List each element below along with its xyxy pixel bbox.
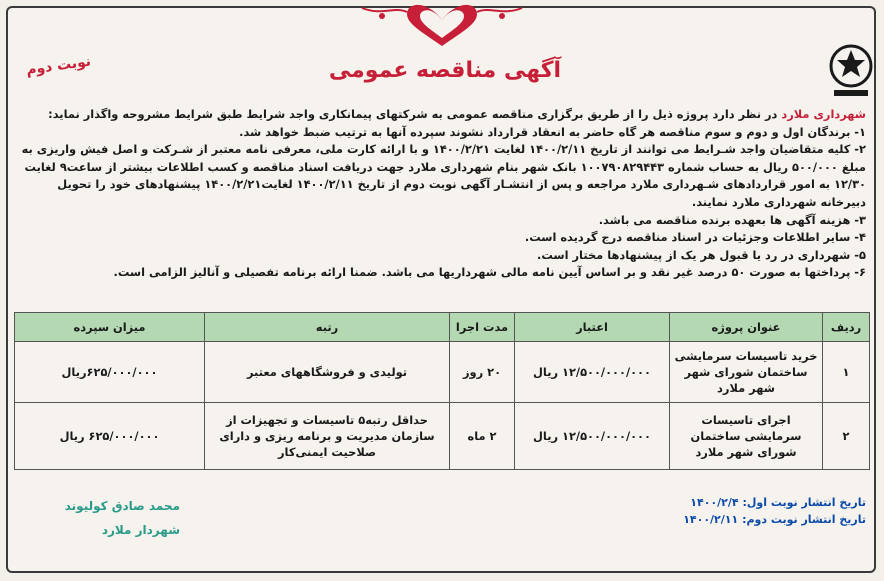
cell-budget: ۱۲/۵۰۰/۰۰۰/۰۰۰ ریال <box>515 342 670 403</box>
notice-frame <box>6 6 876 573</box>
publication-turn-label: نوبت دوم <box>25 53 92 79</box>
cell-deposit: ۶۲۵/۰۰۰/۰۰۰ ریال <box>15 403 205 470</box>
municipality-logo-icon <box>826 42 876 102</box>
clause-3: ۳- هزینه آگهی ها بعهده برنده مناقصه می باشد. <box>598 212 866 227</box>
table-header-row <box>15 313 870 342</box>
cell-deposit: ۶۲۵/۰۰۰/۰۰۰ریال <box>15 342 205 403</box>
column-header-budget: اعتبار <box>515 313 670 342</box>
cell-budget: ۱۲/۵۰۰/۰۰۰/۰۰۰ ریال <box>515 403 670 470</box>
clause-1: ۱- برندگان اول و دوم و سوم مناقصه هر گاه حاضر به انعقاد قرارداد نشوند سپرده آنها به ترتیب ضبط خواهد شد. <box>239 124 866 139</box>
cell-grade: تولیدی و فروشگاههای معتبر <box>205 342 450 403</box>
column-header-duration: مدت اجرا <box>450 313 515 342</box>
page-title: آگهی مناقصه عمومی <box>328 58 562 83</box>
heart-ornament-icon <box>352 2 532 50</box>
column-header-row-number: ردیف <box>823 313 870 342</box>
second-publication-date: تاریخ انتشار نوبت دوم: ۱۴۰۰/۲/۱۱ <box>683 513 866 526</box>
cell-duration: ۲۰ روز <box>450 342 515 403</box>
column-header-grade: رتبه <box>205 313 450 342</box>
cell-duration: ۲ ماه <box>450 403 515 470</box>
clause-5: ۵- شهرداری در رد یا قبول هر یک از پیشنهادها مختار است. <box>537 247 866 262</box>
publication-dates <box>683 494 866 528</box>
clause-2: ۲- کلیه متقاضیان واجد شـرایط می توانند از تاریخ ۱۴۰۰/۲/۱۱ لغایت ۱۴۰۰/۲/۲۱ و با ارائه کارت ملی، معرفی نامه معتبر از شـرکت و اصل فیش واریزی به مبلغ ۵۰۰/۰۰۰ ریال به حساب شماره ۱۰۰۷۹۰۸۲۹۴۴۳ بانک شهر بنام شهرداری ملارد جهت دریافت اسناد مناقصه و کسب اطلاعات بیشتر از ساعت۹ لغایت ۱۲/۳۰ به امور قراردادهای شـهرداری ملارد مراجعه و پس از انتشـار آگهی نوبت دوم از تاریخ ۱۴۰۰/۲/۱۱ لغایت۱۴۰۰/۲/۲۱ پیشنهادهای خود را تحویل دبیرخانه شهرداری ملارد نمایند. <box>21 142 866 209</box>
cell-row-number: ۲ <box>823 403 870 470</box>
clause-6: ۶- پرداختها به صورت ۵۰ درصد غیر نقد و بر اساس آیین نامه مالی شهرداریها می باشد. ضمنا ارائه برنامه تفصیلی و آنالیز الزامی است. <box>113 265 866 280</box>
signer-title: شهردار ملارد <box>101 523 180 537</box>
table-row <box>15 403 870 470</box>
cell-project-title: اجرای تاسیسات سرمایشی ساختمان شورای شهر ملارد <box>670 403 823 470</box>
cell-row-number: ۱ <box>823 342 870 403</box>
notice-body <box>16 106 866 282</box>
clause-4: ۴- سایر اطلاعات وجزئیات در اسناد مناقصه درج گردیده است. <box>524 230 866 245</box>
cell-project-title: خرید تاسیسات سرمایشی ساختمان شورای شهر شهر ملارد <box>670 342 823 403</box>
first-publication-date: تاریخ انتشار نوبت اول: ۱۴۰۰/۲/۴ <box>690 496 866 509</box>
projects-table <box>14 312 870 470</box>
cell-grade: حداقل رتبه۵ تاسیسات و تجهیزات از سازمان مدیریت و برنامه ریزی و دارای صلاحیت ایمنی‌کار <box>205 403 450 470</box>
table-row <box>15 342 870 403</box>
signature-block <box>40 494 180 542</box>
intro-paragraph <box>16 106 866 124</box>
column-header-deposit: میزان سپرده <box>15 313 205 342</box>
column-header-project-title: عنوان پروژه <box>670 313 823 342</box>
intro-text: در نظر دارد پروژه ذیل را از طریق برگزاری مناقصه عمومی به شرکتهای پیمانکاری واجد شرایط طبق شرایط مشروحه واگذار نماید: <box>48 107 782 121</box>
organization-name: شهرداری ملارد <box>781 107 866 121</box>
signer-name: محمد صادق کولیوند <box>64 499 180 513</box>
